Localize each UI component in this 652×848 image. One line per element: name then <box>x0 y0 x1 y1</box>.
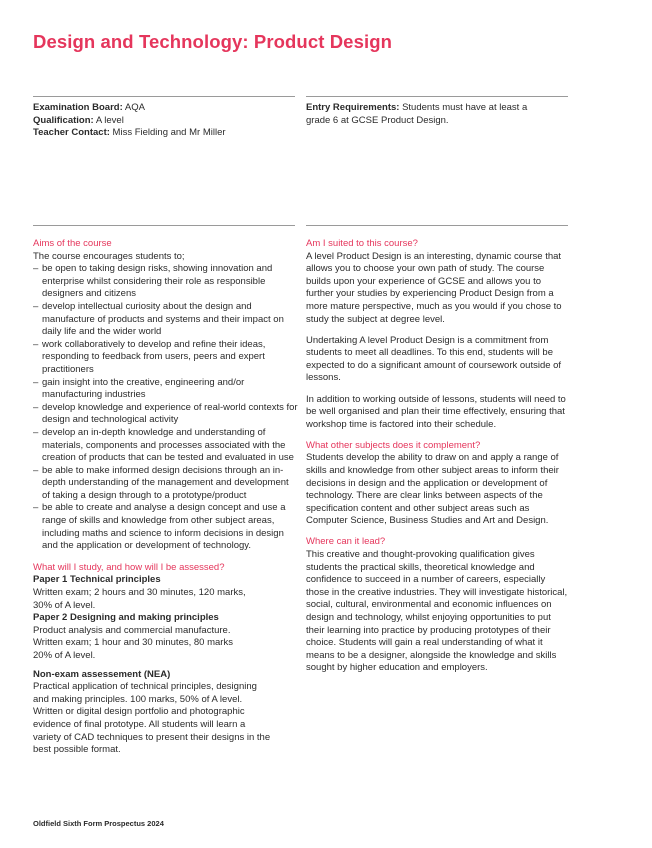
divider <box>306 225 568 226</box>
list-item: – gain insight into the creative, engineering and/or manufacturing industries <box>33 376 245 401</box>
qualification-label: Qualification: <box>33 114 94 126</box>
paper2-title: Paper 2 Designing and making principles <box>33 612 219 624</box>
divider <box>306 96 568 97</box>
lead-text: This creative and thought-provoking qualification gives students the practical skills, theoretical knowledge and confidence to succeed in a number of careers, especially those in the creative industries. They will investigate historical, social, cultural, environmental and economic influences on design and technology, whilst enjoying opportunities to put their learning into practice by producing prototypes of their choice. Students will gain a real understanding of what it means to be a designer, alongside the knowledge and skills sought by higher education and employers. <box>306 549 568 674</box>
paper2-line1: Product analysis and commercial manufacture. <box>33 624 231 636</box>
entry-label: Entry Requirements: <box>306 102 400 113</box>
entry-requirements <box>306 102 568 127</box>
exam-board-label: Examination Board: <box>33 102 123 113</box>
list-item: – be open to taking design risks, showing innovation and enterprise whilst considering their role as responsible designers and citizens <box>33 263 273 300</box>
complement-text: Students develop the ability to draw on and apply a range of skills and knowledge from other subject areas to inform their decisions in design and the application or development of technology. There are clear links between aspects of the specification content and other subject areas such as Computer Science, Business Studies and Art and Design. <box>306 452 559 527</box>
suited-paragraph-3: In addition to working outside of lessons, students will need to be well organised and plan their time effectively, ensuring that workshop time is factored into their schedule. <box>306 393 566 430</box>
aims-intro: The course encourages students to; <box>33 250 185 262</box>
list-item: – develop intellectual curiosity about the design and manufacture of products and systems and their impact on daily life and the wider world <box>33 300 284 338</box>
paper2-line2: Written exam; 1 hour and 30 minutes, 80 marks 20% of A level. <box>33 637 233 661</box>
teacher-label: Teacher Contact: <box>33 127 110 139</box>
list-item: – be able to create and analyse a design concept and use a range of skills and knowledge from other subject areas, including maths and science to inform decisions in design and the application or development of technology. <box>33 502 286 552</box>
aims-heading: Aims of the course <box>33 238 112 249</box>
aims-list <box>33 263 299 553</box>
page-title: Design and Technology: Product Design <box>33 31 392 52</box>
nea-title: Non-exam assessement (NEA) <box>33 668 171 680</box>
complement-heading: What other subjects does it complement? <box>306 439 481 451</box>
nea-text: Practical application of technical principles, designing and making principles. 100 marks, 50% of A level. Written or digital design portfolio and photographic evidence of final prototype. All students will learn a variety of CAD techniques to present their designs in the best possible format. <box>33 681 271 756</box>
divider <box>33 225 295 226</box>
list-item: – be able to make informed design decisions through an in-depth understanding of the management and development of taking a design through to a prototype/product <box>33 464 289 501</box>
list-item: – work collaboratively to develop and refine their ideas, responding to feedback from users, peers and expert practitioners <box>33 338 266 375</box>
qualification-value: A level <box>95 114 124 126</box>
paper1-text: Written exam; 2 hours and 30 minutes, 120 marks, 30% of A level. <box>33 587 246 611</box>
suited-paragraph-2: Undertaking A level Product Design is a commitment from students to meet all deadlines. To this end, students will be expected to do a significant amount of coursework outside of lessons. <box>306 334 562 384</box>
exam-board-value: AQA <box>124 102 145 113</box>
list-item: – develop knowledge and experience of real-world contexts for design and technological activity <box>33 401 298 426</box>
footer-text: Oldfield Sixth Form Prospectus 2024 <box>33 819 164 828</box>
paper1-title: Paper 1 Technical principles <box>33 574 161 586</box>
entry-value: Students must have at least a grade 6 at GCSE Product Design. <box>306 102 528 126</box>
right-column <box>306 238 571 675</box>
list-item: – develop an in-depth knowledge and understanding of materials, components and processes associated with the creation of products that can be tested and evaluated in use <box>33 426 294 464</box>
suited-paragraph-1: A level Product Design is an interesting, dynamic course that allows you to choose your own path of study. The course builds upon your experience of GCSE and allows you to further your studies by experiencing Product Design from a more mature perspective, much as you would if you chose to study the subject at degree level. <box>306 250 562 325</box>
lead-heading: Where can it lead? <box>306 536 386 548</box>
study-heading: What will I study, and how will I be assessed? <box>33 561 225 573</box>
teacher-value: Miss Fielding and Mr Miller <box>112 127 226 139</box>
left-column <box>33 238 299 757</box>
course-info <box>33 102 299 140</box>
suited-heading: Am I suited to this course? <box>306 238 418 249</box>
divider <box>33 96 295 97</box>
